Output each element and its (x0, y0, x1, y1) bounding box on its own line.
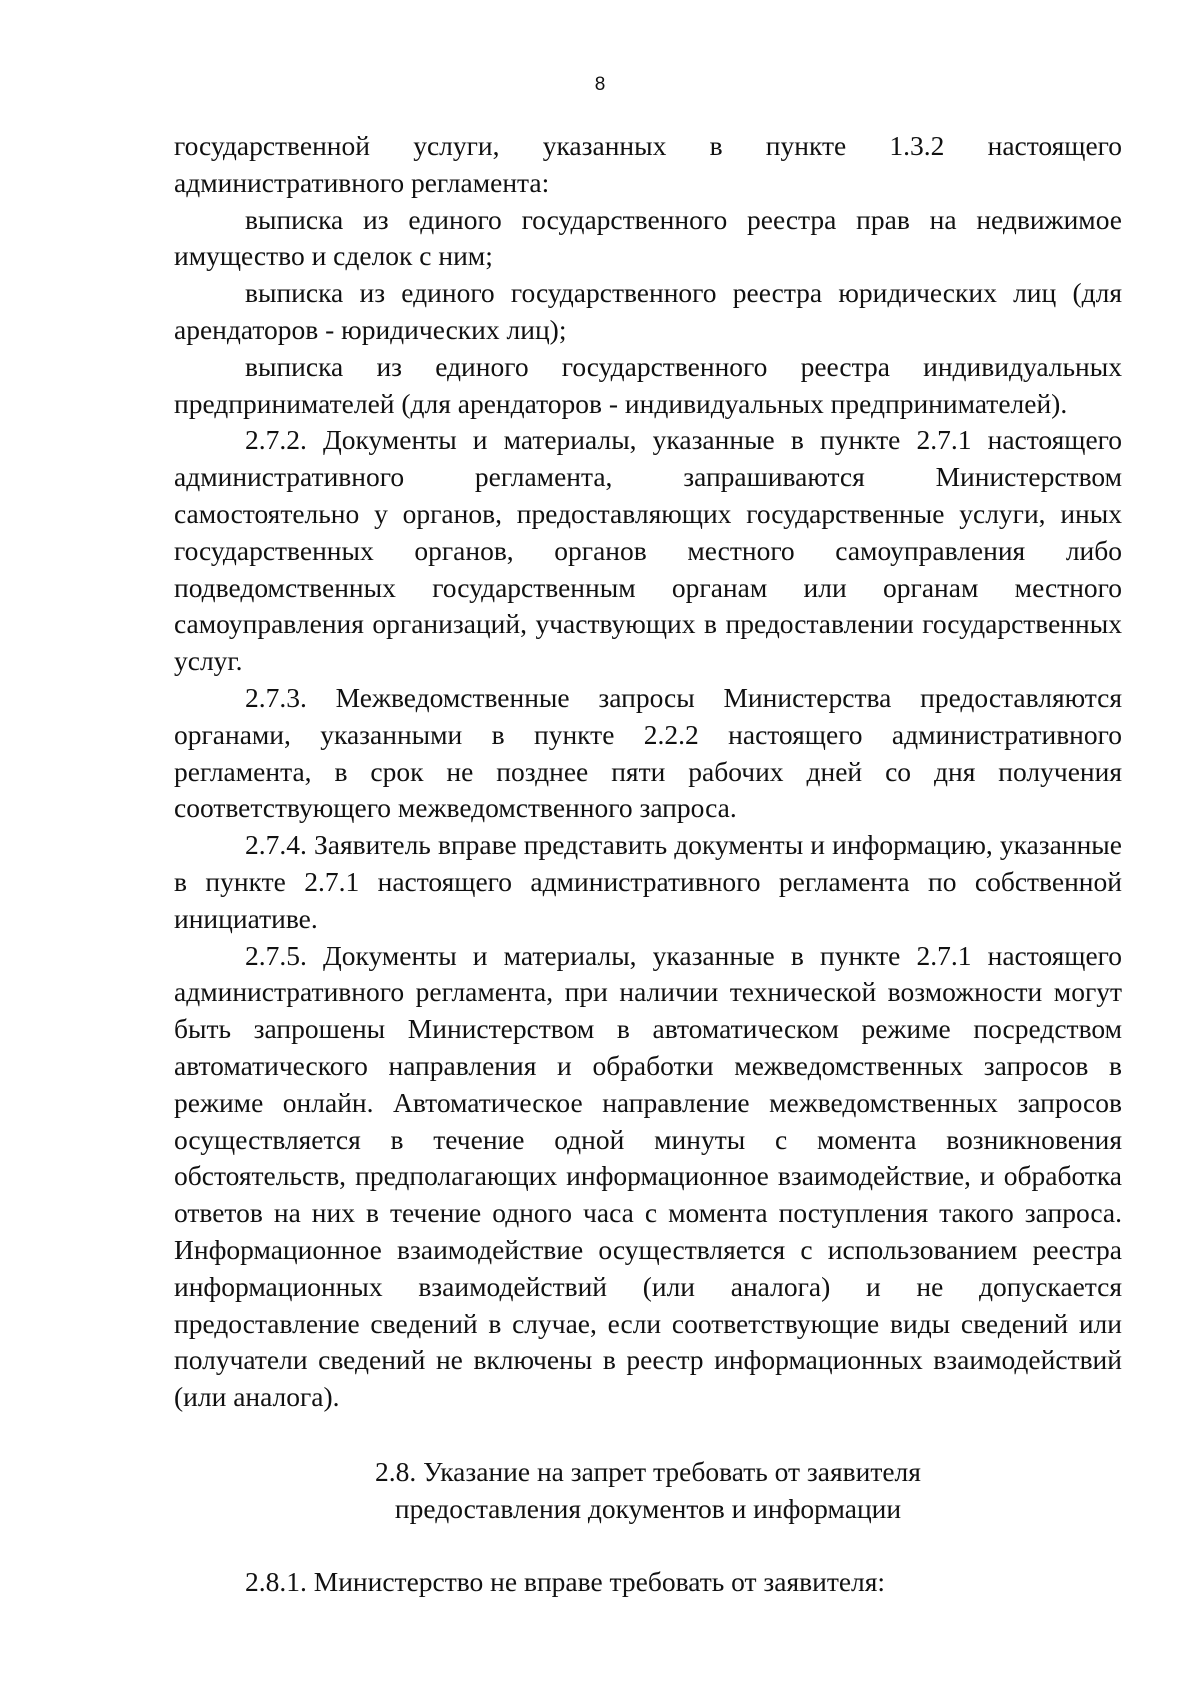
page-number: 8 (594, 74, 606, 95)
paragraph-2-7-4: 2.7.4. Заявитель вправе представить документы и информацию, указанные в пункте 2.7.1 настоящего административного регламента по собственной инициативе. (174, 829, 1122, 934)
paragraph-2-7-5: 2.7.5. Документы и материалы, указанные в пункте 2.7.1 настоящего административного регламента, при наличии технической возможности могут быть запрошены Министерством в автоматическом режиме посредством автоматического направления и обработки межведомственных запросов в режиме онлайн. Автоматическое направление межведомственных запросов осуществляется в течение одной минуты с момента возникновения обстоятельств, предполагающих информационное взаимодействие, и обработка ответов на них в течение одного часа с момента поступления такого запроса. Информационное взаимодействие осуществляется с использованием реестра информационных взаимодействий (или аналога) и не допускается предоставление сведений в случае, если соответствующие виды сведений или получатели сведений не включены в реестр информационных взаимодействий (или аналога). (174, 939, 1122, 1413)
document-body (174, 128, 1122, 1601)
paragraph-extract-legal-entities: выписка из единого государственного реестра юридических лиц (для арендаторов - юридических лиц); (174, 277, 1122, 345)
paragraph-extract-property-registry: выписка из единого государственного реестра прав на недвижимое имущество и сделок с ним; (174, 203, 1122, 272)
paragraph-extract-entrepreneurs: выписка из единого государственного реестра индивидуальных предпринимателей (для арендаторов - индивидуальных предпринимателей). (174, 350, 1122, 419)
section-heading-line-1: 2.8. Указание на запрет требовать от заявителя (375, 1455, 921, 1487)
paragraph-2-8-1: 2.8.1. Министерство не вправе требовать от заявителя: (245, 1566, 886, 1598)
paragraph-2-7-3: 2.7.3. Межведомственные запросы Министерства предоставляются органами, указанными в пункте 2.2.2 настоящего административного регламента, в срок не позднее пяти рабочих дней со дня получения соответствующего межведомственного запроса. (174, 681, 1122, 824)
paragraph-2-7-2: 2.7.2. Документы и материалы, указанные в пункте 2.7.1 настоящего административного регламента, запрашиваются Министерством самостоятельно у органов, предоставляющих государственные услуги, иных государственных органов, органов местного самоуправления либо подведомственных государственным органам или органам местного самоуправления организаций, участвующих в предоставлении государственных услуг. (174, 424, 1122, 677)
section-heading-2-8 (174, 1454, 1122, 1528)
section-heading-line-2: предоставления документов и информации (394, 1492, 902, 1524)
paragraph-continuation: государственной услуги, указанных в пункте 1.3.2 настоящего административного регламента: (174, 130, 1122, 198)
